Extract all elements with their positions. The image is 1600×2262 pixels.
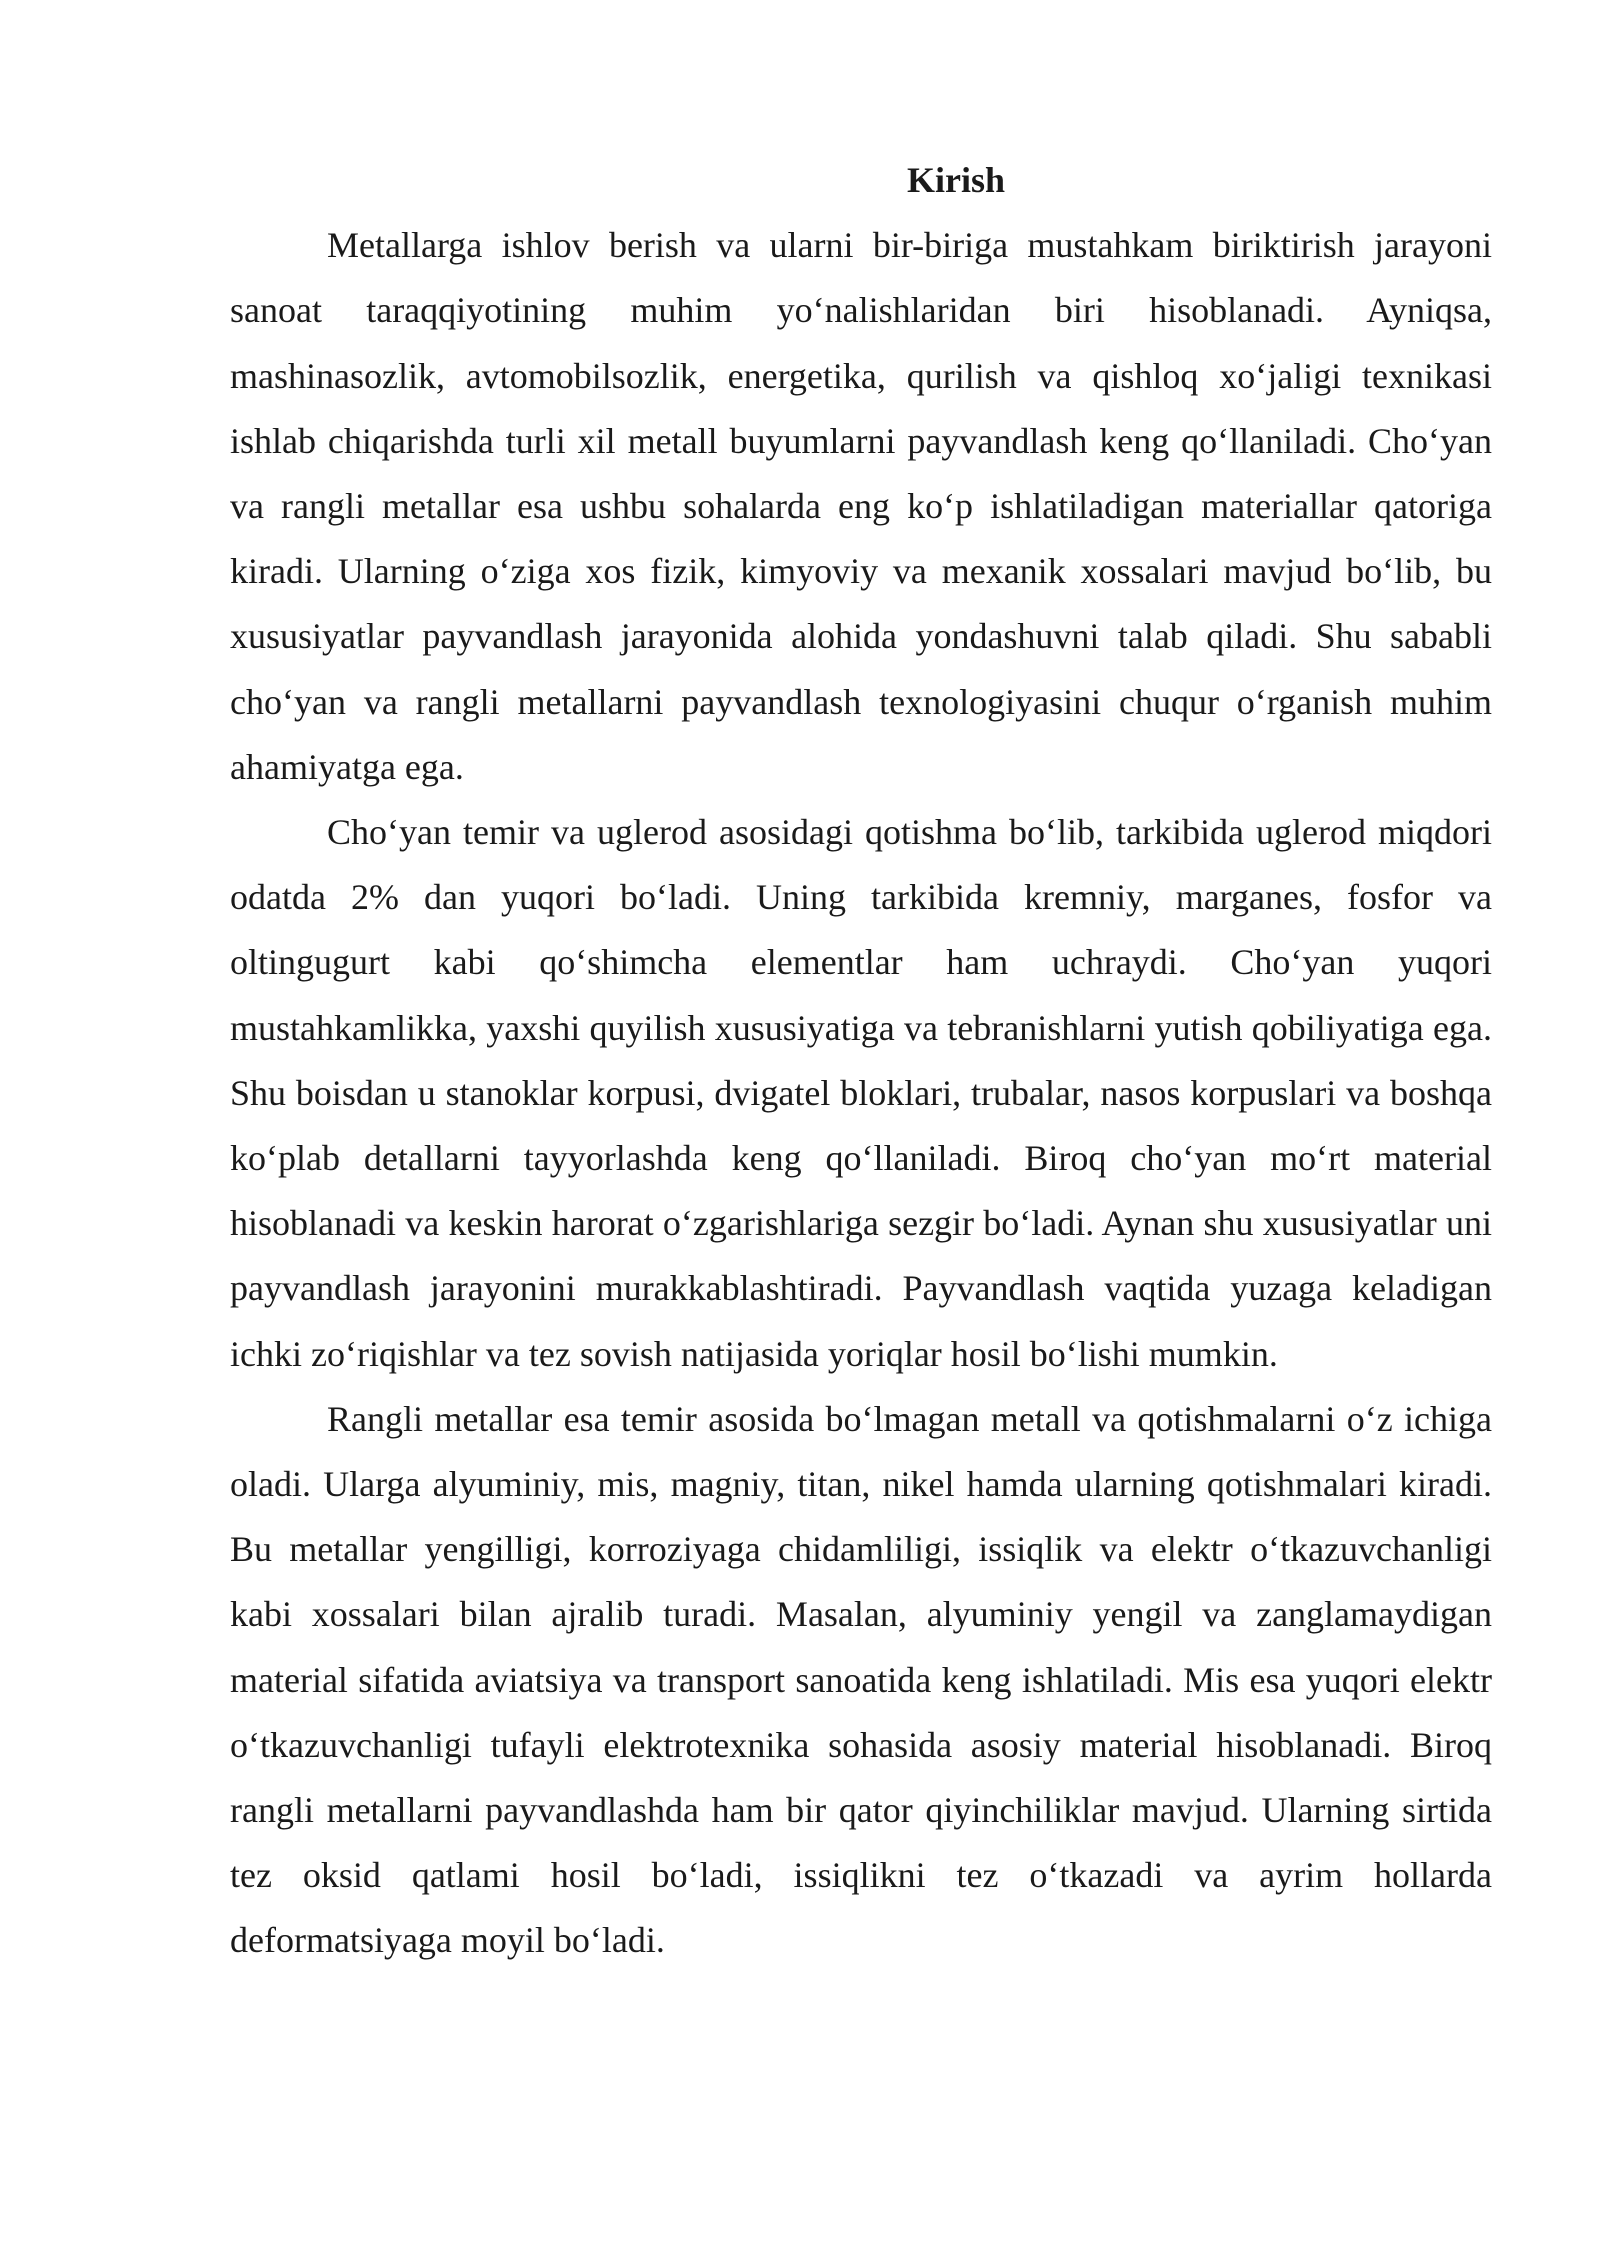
paragraph-1: Metallarga ishlov berish va ularni bir-biriga mustahkam biriktirish jarayoni sanoat taraqqiyotining muhim yo‘nalishlaridan biri hisoblanadi. Ayniqsa, mashinasozlik, avtomobilsozlik, energetika, qurilish va qishloq xo‘jaligi texnikasi ishlab chiqarishda turli xil metall buyumlarni payvandlash keng qo‘llaniladi. Cho‘yan va rangli metallar esa ushbu sohalarda eng ko‘p ishlatiladigan materiallar qatoriga kiradi. Ularning o‘ziga xos fizik, kimyoviy va mexanik xossalari mavjud bo‘lib, bu xususiyatlar payvandlash jarayonida alohida yondashuvni talab qiladi. Shu sababli cho‘yan va rangli metallarni payvandlash texnologiyasini chuqur o‘rganish muhim ahamiyatga ega.: [230, 225, 1492, 787]
document-page: [230, 148, 1492, 1974]
paragraph-2: Cho‘yan temir va uglerod asosidagi qotishma bo‘lib, tarkibida uglerod miqdori odatda 2% dan yuqori bo‘ladi. Uning tarkibida kremniy, marganes, fosfor va oltingugurt kabi qo‘shimcha elementlar ham uchraydi. Cho‘yan yuqori mustahkamlikka, yaxshi quyilish xususiyatiga va tebranishlarni yutish qobiliyatiga ega. Shu boisdan u stanoklar korpusi, dvigatel bloklari, trubalar, nasos korpuslari va boshqa ko‘plab detallarni tayyorlashda keng qo‘llaniladi. Biroq cho‘yan mo‘rt material hisoblanadi va keskin harorat o‘zgarishlariga sezgir bo‘ladi. Aynan shu xususiyatlar uni payvandlash jarayonini murakkablashtiradi. Payvandlash vaqtida yuzaga keladigan ichki zo‘riqishlar va tez sovish natijasida yoriqlar hosil bo‘lishi mumkin.: [230, 812, 1492, 1374]
paragraph-3: Rangli metallar esa temir asosida bo‘lmagan metall va qotishmalarni o‘z ichiga oladi. Ularga alyuminiy, mis, magniy, titan, nikel hamda ularning qotishmalari kiradi. Bu metallar yengilligi, korroziyaga chidamliligi, issiqlik va elektr o‘tkazuvchanligi kabi xossalari bilan ajralib turadi. Masalan, alyuminiy yengil va zanglamaydigan material sifatida aviatsiya va transport sanoatida keng ishlatiladi. Mis esa yuqori elektr o‘tkazuvchanligi tufayli elektrotexnika sohasida asosiy material hisoblanadi. Biroq rangli metallarni payvandlashda ham bir qator qiyinchiliklar mavjud. Ularning sirtida tez oksid qatlami hosil bo‘ladi, issiqlikni tez o‘tkazadi va ayrim hollarda deformatsiyaga moyil bo‘ladi.: [230, 1398, 1492, 1961]
document-title: Kirish: [906, 160, 1005, 200]
